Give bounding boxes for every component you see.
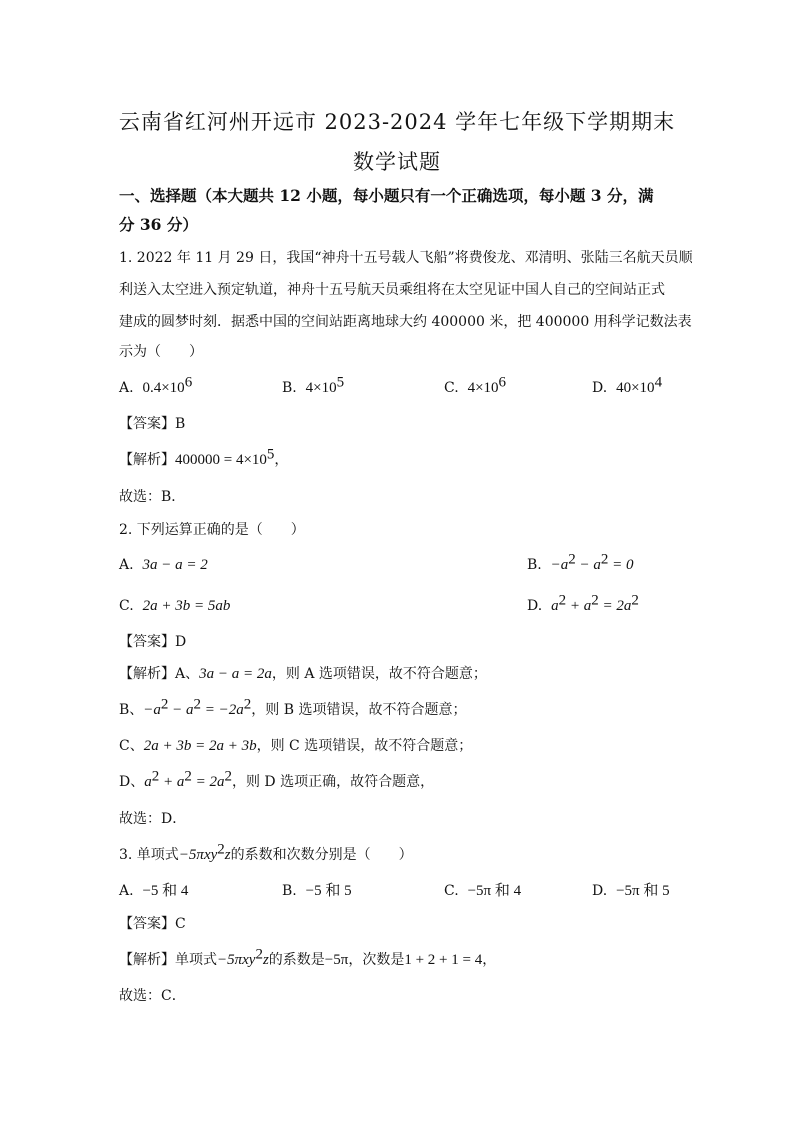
q2-conclusion: 故选：D． [119,811,187,827]
section-heading-line1: 一、选择题（本大题共 12 小题，每小题只有一个正确选项，每小题 3 分，满 [119,186,654,205]
q2-option-c: C. 2a + 3b = 5ab [119,598,231,614]
q3-stem: 3. 单项式−5πxy$^2$z的系数和次数分别是（ ） [119,841,413,863]
q3-option-b: B. −5 和 5 [282,883,352,899]
doc-title-line1: 云南省红河州开远市 2023-2024 学年七年级下学期期末 [118,110,676,134]
section-heading-line2: 分 36 分） [119,215,198,234]
q1-stem-line4: 示为（ ） [119,344,203,360]
q1-option-c: C. $4\times 10^6$ [444,374,507,396]
q2-analysis-a: 【解析】A、3a − a = 2a，则 A 选项错误，故不符合题意； [119,666,487,682]
q3-answer: 【答案】C [119,916,186,932]
q3-conclusion: 故选：C． [119,988,186,1004]
q1-conclusion: 故选：B． [119,489,186,505]
q1-answer: 【答案】B [119,416,186,432]
q3-option-c: C. −5π 和 4 [444,883,522,899]
q1-option-a: A. $0.4\times 10^6$ [119,374,193,396]
q2-analysis-b: B、$-a^2 - a^2 = -2a^2$，则 B 选项错误，故不符合题意； [119,696,467,718]
q1-stem-line2: 利送入太空进入预定轨道，神舟十五号航天员乘组将在太空见证中国人自己的空间站正式 [119,282,665,298]
q2-stem: 2. 下列运算正确的是（ ） [119,522,305,538]
q1-option-d: D. $40\times 10^4$ [592,374,663,396]
q2-option-b: B. $-a^2 - a^2 = 0$ [527,551,634,573]
q2-analysis-d: D、$a^2 + a^2 = 2a^2$，则 D 选项正确，故符合题意， [119,768,435,790]
q3-option-d: D. −5π 和 5 [592,883,670,899]
q2-answer: 【答案】D [119,634,187,650]
q2-option-a: A. 3a − a = 2 [119,557,208,573]
q1-stem-line3: 建成的圆梦时刻．据悉中国的空间站距离地球大约 400000 米，把 400000 用科学记数法表 [119,314,692,330]
q2-analysis-c: C、2a + 3b = 2a + 3b，则 C 选项错误，故不符合题意； [119,738,473,754]
q3-option-a: A. −5 和 4 [119,883,189,899]
doc-title-line2: 数学试题 [353,150,441,174]
q1-analysis: 【解析】$400000 = 4\times 10^5$， [119,446,289,468]
q1-stem-line1: 1. 2022 年 11 月 29 日，我国“神舟十五号载人飞船”将费俊龙、邓清明、张陆三名航天员顺 [119,250,693,266]
q1-option-b: B. $4\times 10^5$ [282,374,345,396]
q2-option-d: D. $a^2 + a^2 = 2a^2$ [527,592,639,614]
q3-analysis: 【解析】单项式−5πxy$^2$z的系数是−5π，次数是1 + 2 + 1 = 4， [119,946,497,968]
